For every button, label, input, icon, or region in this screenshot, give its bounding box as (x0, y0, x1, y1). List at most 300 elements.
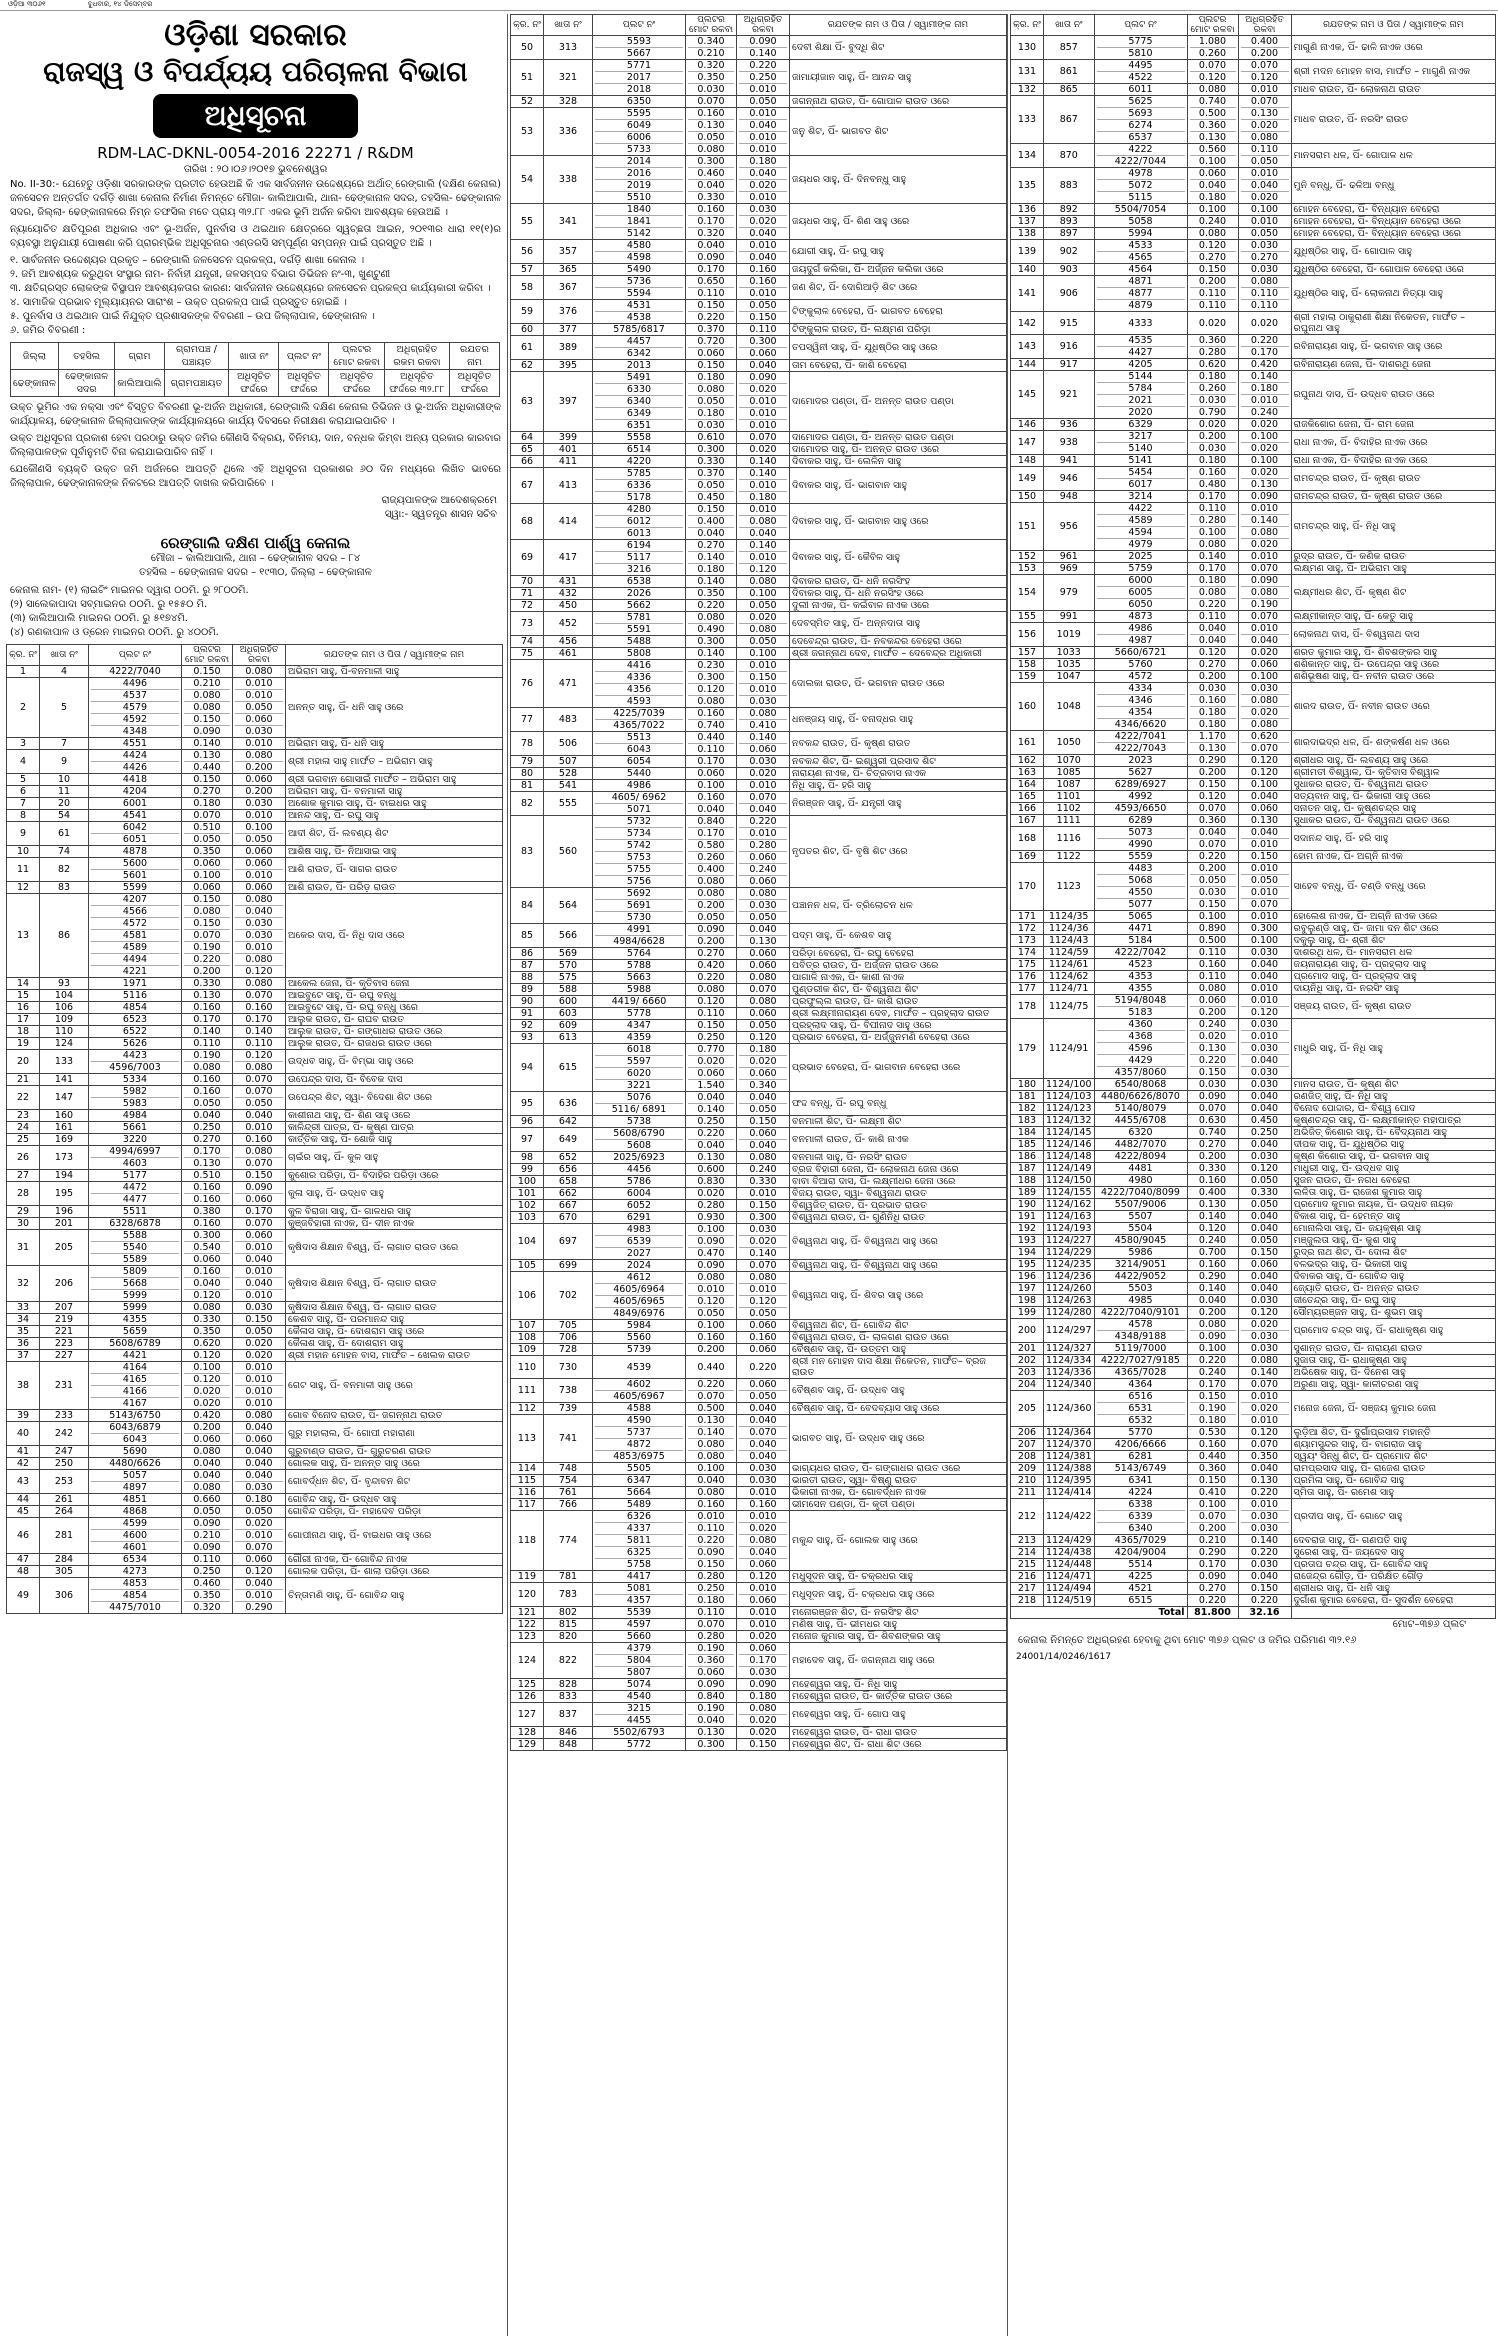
acquired-cell-value: 0.010 (245, 810, 273, 821)
acquired-cell (1238, 60, 1291, 84)
acquired-cell-value: 0.040 (235, 1470, 283, 1482)
area-cell (686, 600, 737, 612)
area-cell-value: 0.280 (697, 1200, 725, 1211)
table-row (1011, 1151, 1496, 1163)
owner-name-cell: ଆଶି ରାଉତ, ପିଁ- ପରିଡ଼ ରାଉତ (286, 882, 503, 894)
plot-cell-value: 6043 (626, 744, 652, 755)
acquired-cell (1238, 863, 1291, 911)
plot-cell (593, 960, 686, 972)
area-cell-value: 0.160 (1198, 959, 1227, 970)
plot-cell (1094, 1223, 1187, 1235)
plot-cell-value: 4496 (91, 678, 179, 690)
acquired-cell-value: 0.340 (749, 1080, 777, 1091)
acquired-cell-value: 0.140 (1241, 515, 1289, 527)
table-row (511, 648, 1007, 660)
area-cell-value: 0.080 (193, 1446, 221, 1457)
plot-cell-value: 3221 (626, 1080, 652, 1091)
owner-name-cell: ଅଭିରାମ ସାହୁ, ପିଁ- ବନମାଳୀ ସାହୁ (286, 786, 503, 798)
khata-cell: 1124/236 (1044, 1271, 1095, 1283)
acquired-cell-value: 0.040 (739, 924, 787, 936)
plot-cell-value: 4222/7040/8099 (1101, 1187, 1180, 1198)
area-cell-value: 0.060 (688, 1068, 734, 1080)
plot-cell-value: 5071 (626, 804, 652, 815)
area-cell-value: 0.510 (193, 1170, 221, 1181)
area-cell (686, 1176, 737, 1188)
khata-cell: 846 (544, 1727, 593, 1739)
area-cell-value: 0.350 (193, 846, 221, 857)
area-cell-value: 0.300 (697, 636, 725, 647)
area-cell (1187, 851, 1238, 863)
area-cell (1187, 168, 1238, 204)
plot-cell-value: 6274 (1097, 120, 1185, 132)
acquired-cell (737, 1403, 790, 1415)
area-cell-value: 0.050 (688, 132, 734, 144)
acquired-cell-value: 0.060 (749, 876, 777, 887)
serial-cell: 32 (7, 1266, 40, 1302)
plot-cell (89, 1326, 182, 1338)
acquired-cell-value: 0.010 (235, 1530, 283, 1542)
plot-cell (89, 1554, 182, 1566)
acquired-cell (737, 984, 790, 996)
plot-cell-value: 5755 (595, 864, 683, 876)
area-cell (1187, 1355, 1238, 1367)
acquired-cell (737, 600, 790, 612)
plot-cell-value: 4273 (122, 1566, 148, 1577)
area-cell-value: 0.250 (697, 1032, 725, 1043)
area-cell-value: 0.050 (688, 396, 734, 408)
plot-cell-value: 4368 (1097, 1031, 1185, 1043)
area-cell (686, 1691, 737, 1703)
khata-cell: 1124/429 (1044, 1535, 1095, 1547)
table-row (511, 1463, 1007, 1475)
owner-name-cell: ଆଶି ରାଉତ, ପିଁ- ସାଗର ରାଉତ (286, 858, 503, 882)
owner-name-cell: ମହାଦେବ ସାହୁ, ପିଁ- ଜଗନ୍ନାଥ ସାହୁ ଓରେ (790, 1643, 1007, 1679)
table-row (1011, 1259, 1496, 1271)
table-row (511, 1739, 1007, 1751)
plot-cell-value: 6320 (1128, 1127, 1153, 1138)
serial-cell: 87 (511, 960, 544, 972)
khata-cell: 1019 (1044, 623, 1095, 647)
owner-name-cell: ଅଭିଜିତ୍ କିଶୋର ସାହୁ, ପିଁ- ବୈଦ୍ୟନାଥ ସାହୁ (1291, 1127, 1495, 1139)
serial-cell: 213 (1011, 1535, 1044, 1547)
plot-cell-value: 6342 (626, 348, 652, 359)
serial-cell: 160 (1011, 683, 1044, 731)
area-cell-value: 0.080 (1198, 539, 1227, 550)
owner-name-cell: ବିନୋଦ ପୋଦ୍ଦାର, ପିଁ- ବିଶ୍ୱ ପୋଦ (1291, 1103, 1495, 1115)
serial-cell: 19 (7, 1038, 40, 1050)
khata-cell: 1124/59 (1044, 947, 1095, 959)
serial-cell: 9 (7, 822, 40, 846)
acquired-cell (1238, 995, 1291, 1019)
serial-cell: 111 (511, 1379, 544, 1403)
plot-cell (593, 504, 686, 540)
acquired-cell (737, 324, 790, 336)
owner-name-cell: ଦେବସ୍ମିତ ସାହୁ, ପିଁ- ଅନ୍ନଦାତା ସାହୁ (790, 612, 1007, 636)
acquired-cell-value: 0.300 (749, 1212, 777, 1223)
table-row (511, 1583, 1007, 1607)
plot-cell (593, 1415, 686, 1463)
serial-cell: 179 (1011, 1019, 1044, 1079)
acquired-cell-value: 0.060 (1250, 803, 1279, 814)
area-cell (686, 240, 737, 264)
table-row (511, 588, 1007, 600)
area-cell-value: 0.020 (193, 1398, 221, 1409)
area-cell-value: 0.020 (184, 1386, 230, 1398)
plot-cell-value: 2014 (595, 156, 683, 168)
acquired-cell (737, 372, 790, 432)
acquired-cell-value: 0.030 (1241, 1019, 1289, 1031)
column-header: କ୍ର. ନଂ (511, 15, 544, 36)
acquired-cell-value: 0.020 (739, 612, 787, 624)
plot-cell-value: 6012 (595, 516, 683, 528)
plot-cell-value: 5625 (1097, 96, 1185, 108)
plot-cell (89, 1230, 182, 1266)
acquired-cell-value: 0.050 (749, 1104, 777, 1115)
plot-cell-value: 4471 (1128, 923, 1153, 934)
khata-cell: 820 (544, 1631, 593, 1643)
owner-name-cell: ଦେବରାଜ ସାହୁ, ପିଁ- ଗଣପତି ସାହୁ (1291, 1535, 1495, 1547)
plot-cell-value: 4457 (595, 336, 683, 348)
plot-cell-value: 4990 (1128, 839, 1153, 850)
acquired-cell (737, 756, 790, 768)
area-cell (1187, 1115, 1238, 1127)
acquired-cell (1238, 1283, 1291, 1295)
acquired-cell (233, 1422, 286, 1446)
acquired-cell (1238, 1343, 1291, 1355)
serial-cell: 156 (1011, 623, 1044, 647)
owner-name-cell: ମାଧୁରୀ ସାହୁ, ପିଁ- ଉଦ୍ଧବ ସାହୁ (1291, 1163, 1495, 1175)
owner-name-cell: ଶ୍ରୀ ମହାଲା ଠାକୁରାଣୀ ଶିକ୍ଷା ନିକେତନ, ମାର୍ଫତ – ରଘୁନାଥ ସାହୁ (1291, 312, 1495, 335)
table-row (1011, 1319, 1496, 1343)
owner-name-cell: ବିଶ୍ୱନାଥ ସାହୁ, ପିଁ- ବିଶ୍ୱନାଥ ସାହୁ ଓରେ (790, 1224, 1007, 1260)
area-cell-value: 0.190 (184, 942, 230, 954)
area-cell (686, 1679, 737, 1691)
area-cell-value: 0.160 (1198, 1175, 1227, 1186)
acquired-cell-value: 0.040 (739, 168, 787, 180)
plot-cell (593, 1092, 686, 1116)
plot-cell-value: 4879 (1128, 300, 1153, 311)
area-cell-value: 0.350 (697, 588, 725, 599)
area-cell-value: 0.100 (184, 1362, 230, 1374)
plot-cell (1094, 1259, 1187, 1271)
owner-name-cell: ପଦ୍ମ ସାହୁ, ପିଁ- କେଶବ ସାହୁ (790, 924, 1007, 948)
plot-cell-value: 4853 (91, 1578, 179, 1590)
acquired-cell-value: 0.030 (1250, 1559, 1279, 1570)
area-cell (1187, 1247, 1238, 1259)
khata-cell: 870 (1044, 144, 1095, 168)
table-row (1011, 671, 1496, 683)
plot-cell-value: 4572 (91, 918, 179, 930)
area-cell-value: 0.120 (1198, 647, 1227, 658)
plot-cell (593, 1200, 686, 1212)
plot-cell (593, 1607, 686, 1619)
acquired-cell (1238, 1091, 1291, 1103)
serial-cell: 70 (511, 576, 544, 588)
serial-cell: 165 (1011, 791, 1044, 803)
area-cell (686, 996, 737, 1008)
area-cell (1187, 935, 1238, 947)
khata-cell: 1124/103 (1044, 1091, 1095, 1103)
acquired-cell (1238, 1271, 1291, 1283)
khata-cell: 1124/519 (1044, 1595, 1095, 1607)
acquired-cell (233, 810, 286, 822)
area-cell-value: 0.270 (1198, 1583, 1227, 1594)
serial-cell: 78 (511, 732, 544, 756)
area-cell-value: 0.170 (688, 828, 734, 840)
owner-name-cell: ସଦାନନ୍ଦ ସାହୁ, ପିଁ- ହରି ସାହୁ (1291, 827, 1495, 851)
owner-name-cell: ପ୍ରହ୍ଲାଦ ସାହୁ, ପିଁ- ବିପୀନାଦ ସାହୁ ଓରେ (790, 1020, 1007, 1032)
area-cell (1187, 1175, 1238, 1187)
serial-cell: 22 (7, 1086, 40, 1110)
acquired-cell-value: 0.080 (235, 1146, 283, 1158)
plot-cell-value: 5143/6750 (109, 1410, 161, 1421)
serial-cell: 167 (1011, 815, 1044, 827)
table-row (1011, 1487, 1496, 1499)
owner-name-cell: ଉଦ୍ଧବ ସାହୁ, ପିଁ- ବିମ୍ଭା ସାହୁ ଓରେ (286, 1050, 503, 1074)
khata-cell: 206 (40, 1266, 89, 1302)
area-cell-value: 0.100 (1198, 1343, 1227, 1354)
area-cell-value: 0.120 (1198, 1223, 1227, 1234)
acquired-cell-value: 0.060 (749, 1008, 777, 1019)
owner-name-cell: ସୌମ୍ୟରଞ୍ଜନ ସାହୁ, ପିଁ- ଶୁଭମ ସାହୁ (1291, 1307, 1495, 1319)
plot-cell-value: 4222/7040 (109, 666, 161, 677)
area-cell-value: 0.130 (688, 1415, 734, 1427)
khata-cell: 1124/145 (1044, 1127, 1095, 1139)
owner-name-cell: ଶ୍ରୀ ଜଗନ୍ନାଥ ଦେବ, ମାର୍ଫତ – ଦେବେନ୍ଦ୍ର ଅଧିକାରୀ (790, 648, 1007, 660)
plot-cell-value: 4535 (1097, 335, 1185, 347)
acquired-cell-value: 0.060 (245, 774, 273, 785)
acquired-cell-value: 0.140 (749, 1248, 777, 1259)
owner-name-cell: ଗୁରୁ ମହାଲାଲ, ପିଁ- ଗୋପୀ ମହାରାଣା (286, 1422, 503, 1446)
khata-cell: 233 (40, 1410, 89, 1422)
owner-name-cell: ଦେବୀ ଶିକ୍ଷା ପିଁ- ବୁଦ୍ଧି ଶିଟ (790, 36, 1007, 60)
acquired-cell-value: 0.110 (245, 1038, 273, 1049)
area-cell (1187, 359, 1238, 371)
acquired-cell (233, 1086, 286, 1110)
area-cell-value: 0.220 (1198, 1595, 1227, 1606)
serial-cell: 170 (1011, 863, 1044, 911)
table-row (1011, 851, 1496, 863)
serial-cell: 176 (1011, 971, 1044, 983)
acquired-cell-value: 0.150 (1250, 1247, 1279, 1258)
area-cell-value: 0.200 (697, 936, 725, 947)
area-cell (182, 1554, 233, 1566)
serial-cell: 130 (1011, 36, 1044, 60)
plot-cell (1094, 1379, 1187, 1391)
plot-cell-value: 4537 (91, 690, 179, 702)
area-cell (1187, 623, 1238, 647)
plot-cell-value: 5140/8079 (1114, 1103, 1167, 1114)
acquired-cell-value: 0.010 (749, 1607, 777, 1618)
serial-cell: 116 (511, 1487, 544, 1499)
acquired-cell (737, 96, 790, 108)
owner-name-cell: ଦାମୋଦର ପଣ୍ଡା, ପିଁ- ଅନନ୍ତ ରାଉତ ପଣ୍ଡା (790, 372, 1007, 432)
plot-cell-value: 5510 (626, 192, 652, 203)
acquired-cell-value: 0.080 (739, 1535, 787, 1547)
plot-cell-value: 5595 (595, 108, 683, 120)
column-header: ପ୍ଲଟ ନଂ (89, 645, 182, 666)
acquired-cell-value: 0.020 (245, 1350, 273, 1361)
owner-name-cell: କାଳିନ୍ଦ୍ରୀ ପାତ୍ର, ପିଁ- କୃଷ୍ଣ ପାତ୍ର (286, 1122, 503, 1134)
acquired-cell-value: 0.050 (245, 1326, 273, 1337)
acquired-cell (233, 1146, 286, 1170)
serial-cell: 135 (1011, 168, 1044, 204)
khata-cell: 124 (40, 1038, 89, 1050)
acquired-cell-value: 0.090 (749, 1679, 777, 1690)
plot-cell-value: 4983 (595, 1224, 683, 1236)
plot-cell (1094, 1595, 1187, 1607)
owner-name-cell: ପଞ୍ଚାନନ ଧଳ, ପିଁ- ତ୍ରିଲୋଚନ ଧଳ (790, 888, 1007, 924)
area-cell-value: 0.080 (184, 702, 230, 714)
acquired-cell (737, 648, 790, 660)
khata-cell: 417 (544, 540, 593, 576)
plot-cell (89, 1578, 182, 1614)
acquired-cell-value: 0.010 (245, 870, 273, 881)
owner-name-cell: ନିଧି ସାହୁ, ପିଁ- ହରି ସାହୁ (790, 780, 1007, 792)
acquired-cell-value: 0.010 (739, 396, 787, 408)
khata-cell: 376 (544, 300, 593, 324)
acquired-cell-value: 0.030 (749, 1667, 777, 1678)
area-cell-value: 0.070 (184, 930, 230, 942)
plot-cell-value: 6340 (1128, 1523, 1153, 1534)
area-cell (1187, 683, 1238, 731)
acquired-cell-value: 0.060 (245, 1554, 273, 1565)
khata-cell: 336 (544, 108, 593, 156)
acquired-cell-value: 0.040 (739, 1092, 787, 1104)
table-row (511, 300, 1007, 324)
plot-cell (1094, 755, 1187, 767)
acquired-cell-value: 0.060 (245, 846, 273, 857)
plot-cell (1094, 911, 1187, 923)
acquired-cell (1238, 371, 1291, 419)
table-row (7, 990, 503, 1002)
khata-cell: 883 (1044, 168, 1095, 204)
area-cell-value: 0.040 (697, 528, 725, 539)
khata-cell: 1124/370 (1044, 1439, 1095, 1451)
area-cell (686, 648, 737, 660)
owner-name-cell: ମାନସରାମ ଧଳ, ପିଁ- ଗୋପାଳ ଧଳ (1291, 144, 1495, 168)
owner-name-cell: ଗୋବର୍ଦ୍ଧନ ଶିଟ, ପିଁ- ବୃନ୍ଦାବନ ଶିଟ (286, 1470, 503, 1494)
acquired-cell-value: 0.040 (1250, 1103, 1279, 1114)
acquired-cell (737, 660, 790, 708)
area-cell-value: 0.190 (688, 1703, 734, 1715)
khata-cell: 815 (544, 1619, 593, 1631)
area-cell (686, 1571, 737, 1583)
table-cell: ଅଧିସୂଚିତ ଫର୍ଦ୍ଦରେ (329, 370, 385, 397)
area-cell-value: 0.160 (193, 1194, 221, 1205)
plot-cell-value: 4494 (91, 954, 179, 966)
acquired-cell (1238, 815, 1291, 827)
acquired-cell-value: 0.060 (749, 1595, 777, 1606)
plot-cell (1094, 923, 1187, 935)
area-cell-value: 0.120 (697, 996, 725, 1007)
acquired-cell-value: 0.020 (749, 444, 777, 455)
notice-paragraph: ଯେକୌଣସି ବ୍ୟକ୍ତି ଉକ୍ତ ଜମି ଅର୍ଜନରେ ଆପତ୍ତି ଥିଲେ ଏହି ଅଧିସୂଚନା ପ୍ରକାଶର ୬୦ ଦିନ ମଧ୍ୟରେ ଲିଖିତ ଭାବରେ ଜିଲ୍ଲାପାଳ, ଢେଙ୍କାନାଳଙ୍କ ନିକଟରେ ଆପତ୍ତି ଦାଖଲ କରିପାରିବେ । (10, 464, 501, 489)
plot-cell-value: 5661 (122, 1122, 148, 1133)
area-cell (686, 1487, 737, 1499)
acquired-cell-value: 0.070 (739, 792, 787, 804)
acquired-cell-value: 0.040 (235, 1578, 283, 1590)
area-cell (1187, 96, 1238, 144)
area-cell-value: 0.130 (184, 750, 230, 762)
plot-cell (1094, 1307, 1187, 1319)
plot-cell (89, 1074, 182, 1086)
area-cell-value: 0.160 (688, 708, 734, 720)
plot-cell-value: 4224 (1128, 1487, 1153, 1498)
khata-cell: 649 (544, 1128, 593, 1152)
acquired-cell-value: 0.010 (1241, 1391, 1289, 1403)
area-cell-value: 0.170 (1198, 563, 1227, 574)
acquired-cell (737, 336, 790, 360)
area-cell-value: 0.130 (688, 120, 734, 132)
area-cell-value: 0.220 (697, 600, 725, 611)
owner-name-cell: ଜନୁ ଶିଟ, ପିଁ- ଭାଗବତ ଶିଟ (790, 108, 1007, 156)
owner-name-cell: ଆଦୀ ଶିଟ, ପିଁ- ଲବଣ୍ୟ ଶିଟ (286, 822, 503, 846)
area-cell (1187, 1367, 1238, 1379)
plot-cell (593, 708, 686, 732)
acquired-cell (1238, 767, 1291, 779)
area-cell (686, 444, 737, 456)
acquired-cell-value: 0.120 (739, 1296, 787, 1308)
acquired-cell-value: 0.120 (1250, 72, 1279, 83)
owner-name-cell: ରାଧା ନାଏକ, ପିଁ- ବିଦାହିର ନାଏକ ଓରେ (1291, 431, 1495, 455)
khata-cell: 264 (40, 1506, 89, 1518)
area-cell (686, 300, 737, 324)
acquired-cell-value: 0.020 (1241, 707, 1289, 719)
acquired-cell-value: 0.030 (1250, 1079, 1279, 1090)
plot-cell (1094, 1355, 1187, 1367)
area-cell (686, 540, 737, 576)
area-cell-value: 0.220 (1198, 851, 1227, 862)
serial-cell: 57 (511, 264, 544, 276)
acquired-cell-value: 0.100 (235, 822, 283, 834)
plot-cell (89, 822, 182, 846)
khata-cell: 194 (40, 1170, 89, 1182)
area-cell (686, 1128, 737, 1152)
plot-cell (593, 1703, 686, 1727)
plot-cell (593, 1475, 686, 1487)
plot-cell-value: 4364 (1128, 1379, 1153, 1390)
acquired-cell (233, 1038, 286, 1050)
plot-cell-value: 5692 (595, 888, 683, 900)
serial-cell: 27 (7, 1170, 40, 1182)
column-header: ଜିଲ୍ଲା (11, 343, 59, 370)
owner-name-cell: ସ୍ମିତା ସାହୁ, ପିଁ- ରମେଶ ସାହୁ (1291, 1487, 1495, 1499)
table-row (511, 816, 1007, 888)
acquired-cell-value: 0.060 (749, 1559, 777, 1570)
footer-note: କେନାଲ ନିମନ୍ତେ ଅଧିଗ୍ରହଣ ହେବାକୁ ଥିବା ମୋଟ ୩୭୬ ପ୍ଲଟ ଓ ଜମିର ପରିମାଣ ୩୨.୧୬ (1018, 1635, 1357, 1646)
plot-cell-value: 1971 (122, 978, 148, 989)
plot-cell-value: 4868 (122, 1506, 148, 1517)
owner-name-cell: ବିଶ୍ୱନାଥ ସାହୁ, ପିଁ- ବିଶ୍ୱନାଥ ସାହୁ ଓରେ (790, 1260, 1007, 1272)
area-cell-value: 0.130 (1198, 743, 1227, 754)
acquired-cell-value: 0.060 (245, 1194, 273, 1205)
acquired-cell-value: 0.010 (235, 1266, 283, 1278)
area-cell (686, 1739, 737, 1751)
serial-cell: 203 (1011, 1367, 1044, 1379)
area-cell-value: 0.230 (688, 660, 734, 672)
acquired-cell-value: 0.030 (235, 918, 283, 930)
plot-cell (593, 1008, 686, 1020)
column-header: ରଯତଙ୍କ ନାମ ଓ ପିତା / ସ୍ୱାମୀଙ୍କ ନାମ (790, 15, 1007, 36)
area-cell-value: 0.030 (1198, 443, 1227, 454)
table-row (7, 1074, 503, 1086)
plot-cell (1094, 36, 1187, 60)
table-row (1011, 1079, 1496, 1091)
table-row (1011, 1187, 1496, 1199)
acquired-cell-value: 0.140 (749, 48, 777, 59)
area-cell-value: 0.080 (1190, 587, 1236, 599)
